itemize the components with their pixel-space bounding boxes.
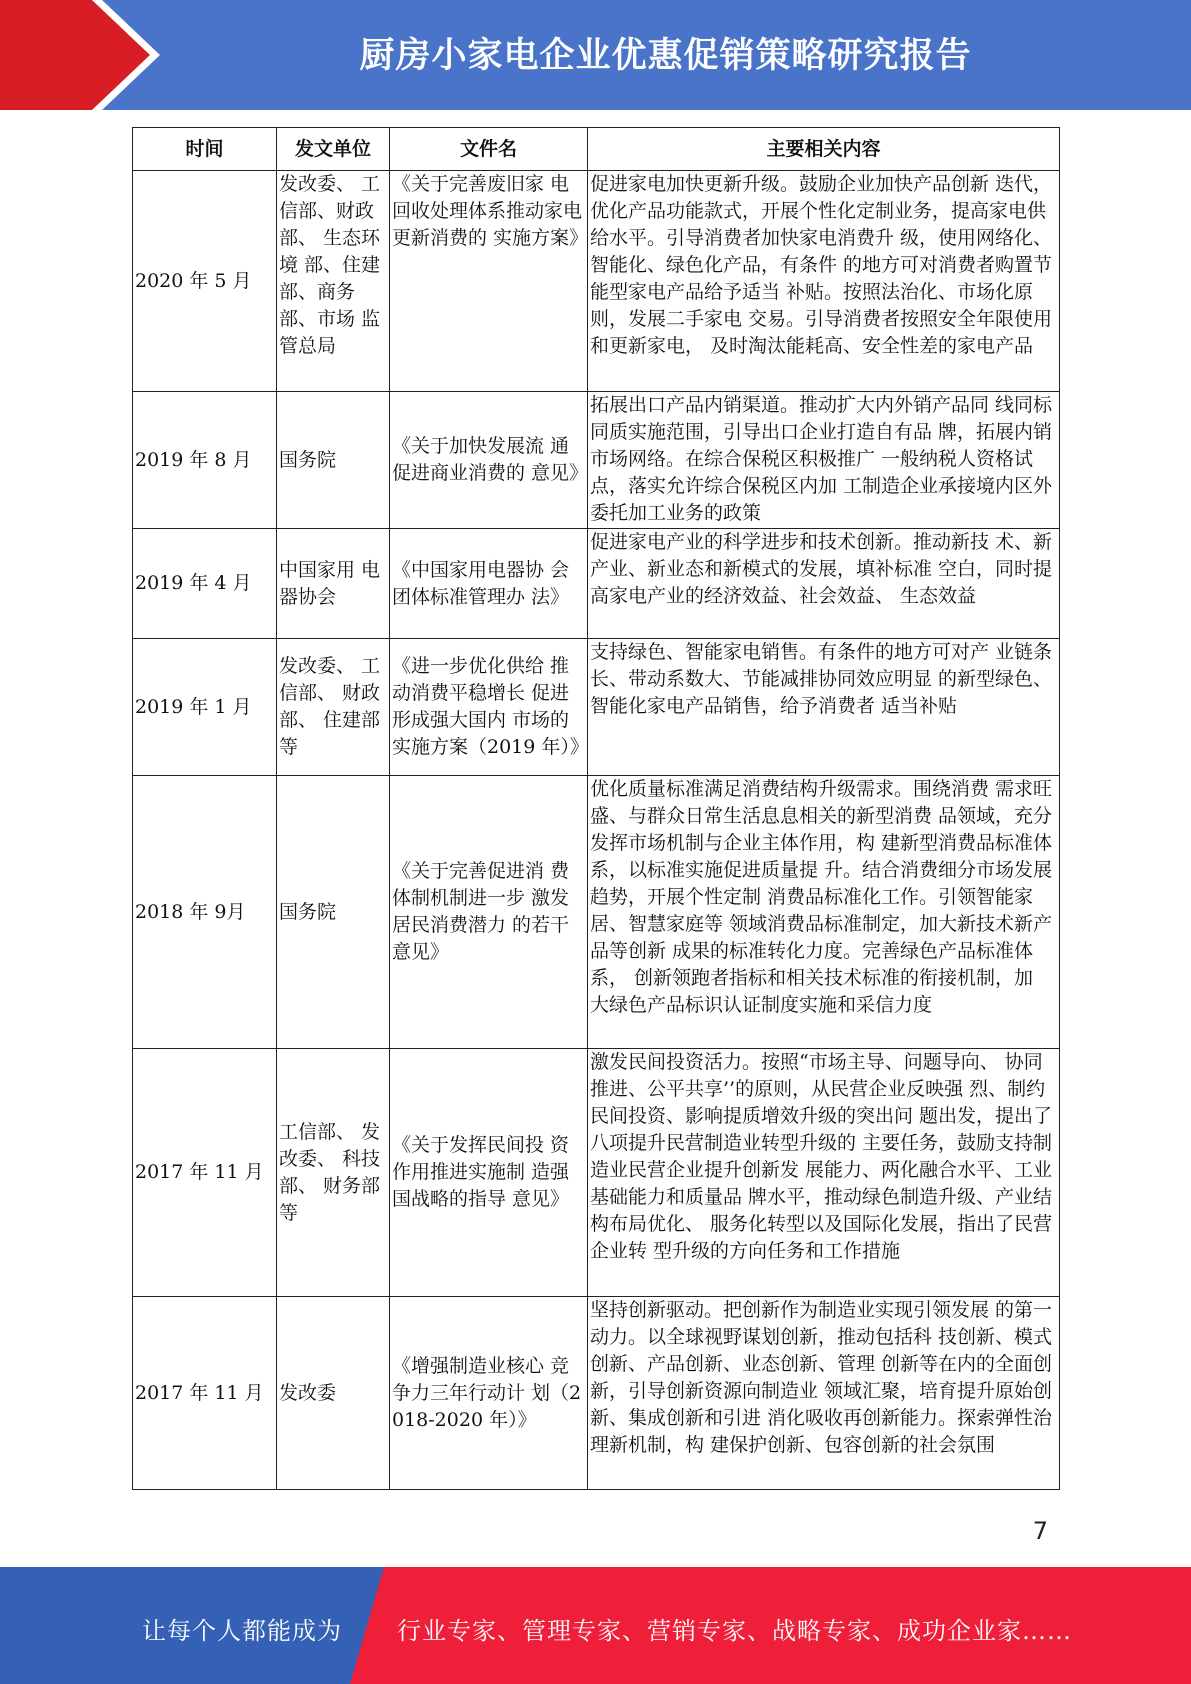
cell-content: 拓展出口产品内销渠道。推动扩大内外销产品同 线同标同质实施范围，引导出口企业打造自有品 牌，拓展内销市场网络。在综合保税区积极推广 一般纳税人资格试点，落实允许综合保税区内加 工制造企业承接境内区外委托加工业务的政策 <box>588 392 1060 529</box>
table-row <box>133 776 1060 1049</box>
cell-document: 《关于加快发展流 通促进商业消费的 意见》 <box>390 392 588 529</box>
cell-issuer: 发改委、 工信部、财政部、 生态环境 部、住建部、商务部、市场 监管总局 <box>277 171 390 392</box>
cell-time: 2020 年 5 月 <box>133 171 277 392</box>
cell-time: 2019 年 1 月 <box>133 639 277 776</box>
cell-document: 《关于完善促进消 费体制机制进一步 激发居民消费潜力 的若干意见》 <box>390 776 588 1049</box>
cell-document: 《增强制造业核心 竞争力三年行动计 划（2018-2020 年）》 <box>390 1297 588 1490</box>
cell-issuer: 国务院 <box>277 776 390 1049</box>
table-header-row <box>133 128 1060 171</box>
table-row <box>133 1049 1060 1297</box>
cell-content: 激发民间投资活力。按照“市场主导、问题导向、 协同推进、公平共享’’的原则，从民营企业反映强 烈、制约民间投资、影响提质增效升级的突出问 题出发，提出了八项提升民营制造业转型升级的 主要任务，鼓励支持制造业民营企业提升创新发 展能力、两化融合水平、工业基础能力和质量品 牌水平，推动绿色制造升级、产业结构布局优化、 服务化转型以及国际化发展，指出了民营企业转 型升级的方向任务和工作措施 <box>588 1049 1060 1297</box>
policy-table-container <box>132 127 1059 1490</box>
cell-content: 优化质量标准满足消费结构升级需求。围绕消费 需求旺盛、与群众日常生活息息相关的新型消费 品领域，充分发挥市场机制与企业主体作用，构 建新型消费品标准体系，以标准实施促进质量提 升。结合消费细分市场发展趋势，开展个性定制 消费品标准化工作。引领智能家居、智慧家庭等 领域消费品标准制定，加大新技术新产品等创新 成果的标准转化力度。完善绿色产品标准体系， 创新领跑者指标和相关技术标准的衔接机制，加 大绿色产品标识认证制度实施和采信力度 <box>588 776 1060 1049</box>
footer-slogan-left: 让每个人都能成为 <box>142 1617 342 1645</box>
cell-time: 2018 年 9月 <box>133 776 277 1049</box>
table-row <box>133 392 1060 529</box>
footer-slogan-right: 行业专家、管理专家、营销专家、战略专家、成功企业家…… <box>397 1617 1072 1645</box>
header-red-arrow <box>0 0 150 110</box>
header-time: 时间 <box>133 128 277 171</box>
cell-time: 2017 年 11 月 <box>133 1049 277 1297</box>
table-row <box>133 639 1060 776</box>
cell-issuer: 中国家用 电器协会 <box>277 529 390 639</box>
cell-content: 促进家电加快更新升级。鼓励企业加快产品创新 迭代，优化产品功能款式，开展个性化定制业务，提高家电供给水平。引导消费者加快家电消费升 级，使用网络化、智能化、绿色化产品，有条件 的地方可对消费者购置节能型家电产品给予适当 补贴。按照法治化、市场化原则，发展二手家电 交易。引导消费者按照安全年限使用和更新家电， 及时淘汰能耗高、安全性差的家电产品 <box>588 171 1060 392</box>
table-row <box>133 1297 1060 1490</box>
cell-issuer: 发改委、 工信部、 财政部、 住建部等 <box>277 639 390 776</box>
header-banner <box>0 0 1191 110</box>
table-row <box>133 529 1060 639</box>
cell-document: 《中国家用电器协 会团体标准管理办 法》 <box>390 529 588 639</box>
cell-time: 2017 年 11 月 <box>133 1297 277 1490</box>
policy-table <box>132 127 1060 1490</box>
header-issuer: 发文单位 <box>277 128 390 171</box>
cell-content: 支持绿色、智能家电销售。有条件的地方可对产 业链条长、带动系数大、节能减排协同效应明显 的新型绿色、智能化家电产品销售，给予消费者 适当补贴 <box>588 639 1060 776</box>
report-title: 厨房小家电企业优惠促销策略研究报告 <box>359 36 972 76</box>
header-content: 主要相关内容 <box>588 128 1060 171</box>
cell-issuer: 发改委 <box>277 1297 390 1490</box>
cell-document: 《进一步优化供给 推动消费平稳增长 促进形成强大国内 市场的实施方案（2019 年）》 <box>390 639 588 776</box>
cell-time: 2019 年 4 月 <box>133 529 277 639</box>
cell-issuer: 国务院 <box>277 392 390 529</box>
table-row <box>133 171 1060 392</box>
footer-banner <box>0 1567 1191 1684</box>
page-number: 7 <box>1032 1517 1048 1545</box>
cell-content: 促进家电产业的科学进步和技术创新。推动新技 术、新产业、新业态和新模式的发展，填补标准 空白，同时提高家电产业的经济效益、社会效益、 生态效益 <box>588 529 1060 639</box>
header-document: 文件名 <box>390 128 588 171</box>
cell-issuer: 工信部、 发改委、 科技部、 财务部等 <box>277 1049 390 1297</box>
cell-document: 《关于完善废旧家 电回收处理体系推动家电更新消费的 实施方案》 <box>390 171 588 392</box>
cell-time: 2019 年 8 月 <box>133 392 277 529</box>
cell-document: 《关于发挥民间投 资作用推进实施制 造强国战略的指导 意见》 <box>390 1049 588 1297</box>
cell-content: 坚持创新驱动。把创新作为制造业实现引领发展 的第一动力。以全球视野谋划创新，推动包括科 技创新、模式创新、产品创新、业态创新、管理 创新等在内的全面创新，引导创新资源向制造业 领域汇聚，培育提升原始创新、集成创新和引进 消化吸收再创新能力。探索弹性治理新机制，构 建保护创新、包容创新的社会氛围 <box>588 1297 1060 1490</box>
